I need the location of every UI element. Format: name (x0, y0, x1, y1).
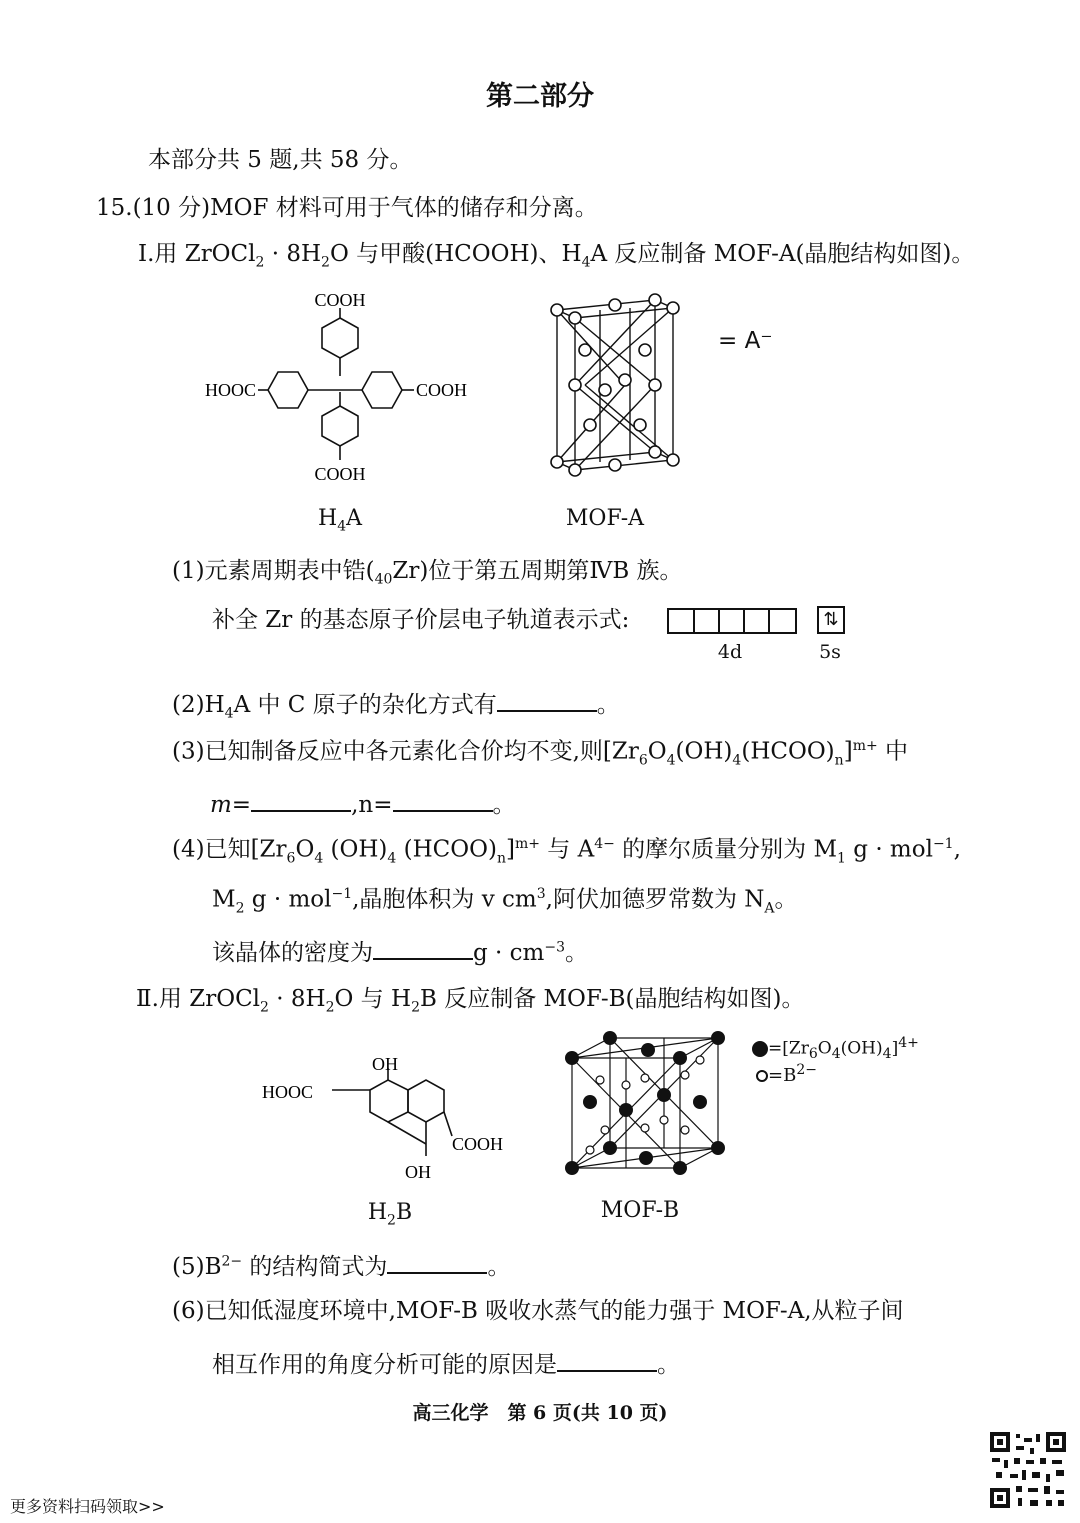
cooh-bottom-label: COOH (314, 464, 366, 484)
orbital-5s-label: 5s (819, 641, 841, 663)
question-6-line1: (6)已知低湿度环境中,MOF-B 吸收水蒸气的能力强于 MOF-A,从粒子间 (172, 1298, 904, 1324)
mof-a-caption: MOF-A (565, 506, 645, 531)
page-title: 第二部分 (486, 81, 594, 112)
answer-blank-2[interactable] (497, 688, 597, 712)
more-resources-link[interactable]: 更多资料扫码领取>> (10, 1497, 165, 1516)
cooh-right-label: COOH (416, 380, 468, 400)
question-6-line2: 相互作用的角度分析可能的原因是 。 (212, 1348, 680, 1380)
h2b-caption: $H_2B$ (367, 1200, 413, 1229)
h4a-caption: $H_4A$ (318, 506, 362, 535)
question-15-head: 15.(10 分)MOF 材料可用于气体的储存和分离。 (96, 195, 598, 221)
part-2-text: Ⅱ.用 ZrOCl$_2$ · $8H_2O$ 与 $H_2B$ 反应制备 MOF-B(晶胞结构如图)。 (136, 986, 805, 1016)
open-circle-icon (756, 1070, 768, 1082)
h2b-structure-diagram (260, 1048, 530, 1188)
question-4-line3: 该晶体的密度为 $g \cdot cm^{-3}$。 (212, 936, 588, 968)
hooc-left-label: HOOC (204, 380, 256, 400)
mof-b-unit-cell (560, 1030, 740, 1178)
question-1: (1)元素周期表中锆$(_{40}Zr)$位于第五周期第ⅣB 族。 (172, 558, 683, 588)
legend-zr-cluster: $=[Zr_6O_4(OH)_4]^{4+}$ (752, 1035, 919, 1062)
answer-blank-4[interactable] (373, 936, 473, 960)
question-4-line2: $M_2$ g · mol$^{-1}$,晶胞体积为 v $cm^3$,阿伏加德罗常数为 $N_A$。 (212, 886, 798, 917)
page-footer: 高三化学 第 6 页(共 10 页) (412, 1402, 668, 1424)
a-minus-label: = A⁻ (718, 328, 773, 354)
question-1-orbital-text: 补全 Zr 的基态原子价层电子轨道表示式: (212, 607, 630, 633)
mof-a-unit-cell (545, 290, 685, 490)
orbital-5s-box: ⇅ (817, 606, 845, 634)
orbital-4d-boxes[interactable] (667, 608, 797, 634)
question-5: $(5)B^{2-}$ 的结构简式为 。 (172, 1250, 510, 1282)
question-3-line2: m= ,n= 。 (210, 788, 516, 820)
orbital-4d-label: 4d (717, 641, 743, 663)
answer-blank-n[interactable] (393, 788, 493, 812)
legend-b-ion: $=B^{2-}$ (756, 1062, 817, 1086)
mof-b-caption: MOF-B (600, 1198, 680, 1223)
qr-code-icon[interactable] (988, 1430, 1068, 1510)
part-1-text: Ⅰ.用 ZrOCl$_2$ · $8H_2O$ 与甲酸(HCOOH)、$H_4A$ 反应制备 MOF-A(晶胞结构如图)。 (138, 241, 975, 271)
filled-circle-icon (752, 1041, 768, 1057)
answer-blank-m[interactable] (251, 788, 351, 812)
hooc-label: HOOC (262, 1082, 314, 1102)
oh-bottom-label: OH (405, 1162, 431, 1182)
cooh-label: COOH (452, 1134, 504, 1154)
question-3: (3)已知制备反应中各元素化合价均不变,则$[Zr_6O_4(OH)_4(HCOO)_n]^{m+}$ 中 (172, 738, 909, 769)
answer-blank-5[interactable] (387, 1250, 487, 1274)
answer-blank-6[interactable] (557, 1348, 657, 1372)
h4a-structure-diagram (190, 288, 490, 498)
oh-top-label: OH (372, 1054, 398, 1074)
cooh-top-label: COOH (314, 290, 366, 310)
question-2: $(2)H_4A$ 中 C 原子的杂化方式有 。 (172, 688, 620, 722)
section-intro: 本部分共 5 题,共 58 分。 (148, 147, 413, 173)
question-4: (4)已知[$Zr_6O_4$ $(OH)_4$ $(HCOO)_n]^{m+}$ 与 $A^{4-}$ 的摩尔质量分别为 $M_1$ g · mol$^{-1}$, (172, 836, 961, 867)
